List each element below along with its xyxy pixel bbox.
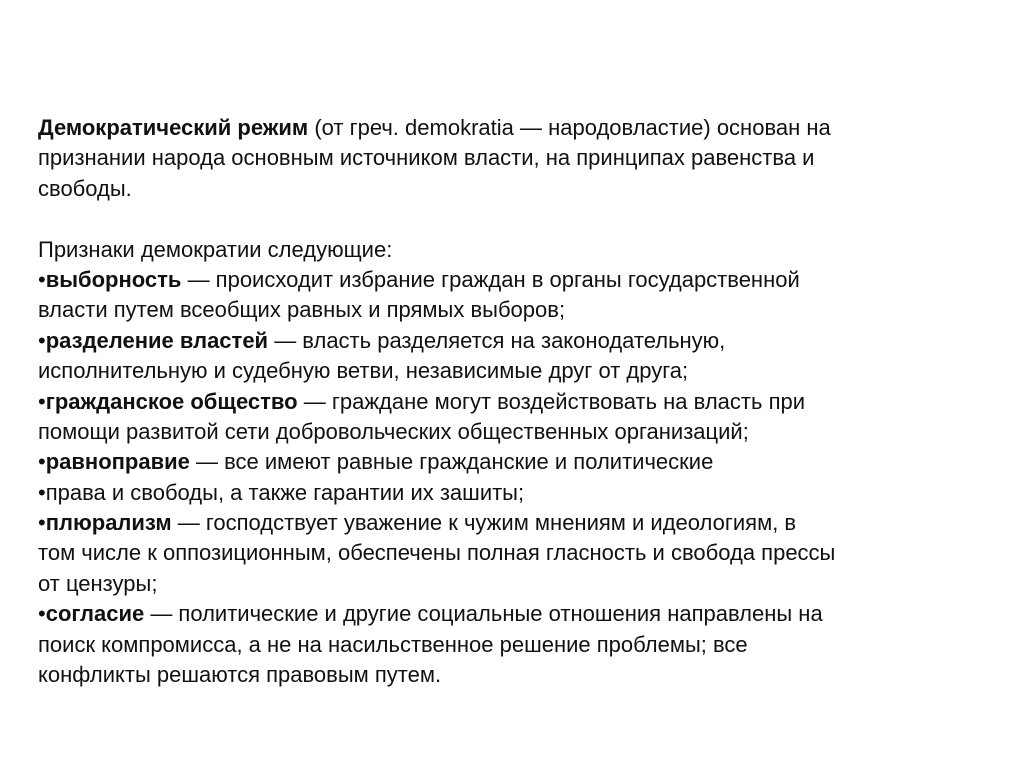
list-item <box>38 326 988 356</box>
feature-text: — граждане могут воздействовать на власть при <box>297 388 806 414</box>
intro-line-2: признании народа основным источником власти, на принципах равенства и <box>38 145 815 171</box>
bullet: • <box>38 388 46 414</box>
feature-text: — все имеют равные гражданские и политические <box>189 449 714 475</box>
intro-text: (от греч. demokratia — народовластие) основан на <box>308 115 831 140</box>
feature-text-continued: от цензуры; <box>38 570 158 596</box>
feature-text: — политические и другие социальные отношения направлены на <box>144 601 823 627</box>
list-item <box>38 447 988 477</box>
feature-term: выборность <box>45 266 182 292</box>
list-item <box>38 387 988 417</box>
feature-text-continued: исполнительную и судебную ветви, независимые друг от друга; <box>38 358 689 384</box>
bullet: • <box>38 266 46 292</box>
list-item <box>38 265 988 295</box>
feature-text: — происходит избрание граждан в органы государственной <box>181 266 800 292</box>
feature-text-continued: помощи развитой сети добровольческих общественных организаций; <box>38 418 749 444</box>
intro-term: Демократический режим <box>38 115 309 140</box>
bullet: • <box>38 601 46 627</box>
list-item <box>38 508 988 538</box>
intro-line-3: свободы. <box>38 175 132 201</box>
feature-term: разделение властей <box>45 327 269 353</box>
feature-text-continued: конфликты решаются правовым путем. <box>38 662 442 688</box>
feature-term: равноправие <box>45 449 190 475</box>
feature-text-continued: •права и свободы, а также гарантии их зашиты; <box>38 479 525 505</box>
feature-text-continued: поиск компромисса, а не на насильственное решение проблемы; все <box>38 631 748 657</box>
body-text <box>38 113 988 690</box>
list-item <box>38 599 988 629</box>
feature-term: плюрализм <box>45 510 172 536</box>
paragraph-spacer <box>38 204 988 234</box>
feature-term: согласие <box>45 601 145 627</box>
bullet: • <box>38 510 46 536</box>
feature-text: — господствует уважение к чужим мнениям и идеологиям, в <box>171 510 797 536</box>
list-heading: Признаки демократии следующие: <box>38 236 393 262</box>
feature-text: — власть разделяется на законодательную, <box>268 327 726 353</box>
feature-text-continued: том числе к оппозиционным, обеспечены полная гласность и свобода прессы <box>38 540 836 566</box>
intro-line-1 <box>38 113 988 143</box>
feature-term: гражданское общество <box>45 388 298 414</box>
bullet: • <box>38 449 46 475</box>
bullet: • <box>38 327 46 353</box>
feature-text-continued: власти путем всеобщих равных и прямых выборов; <box>38 297 566 323</box>
